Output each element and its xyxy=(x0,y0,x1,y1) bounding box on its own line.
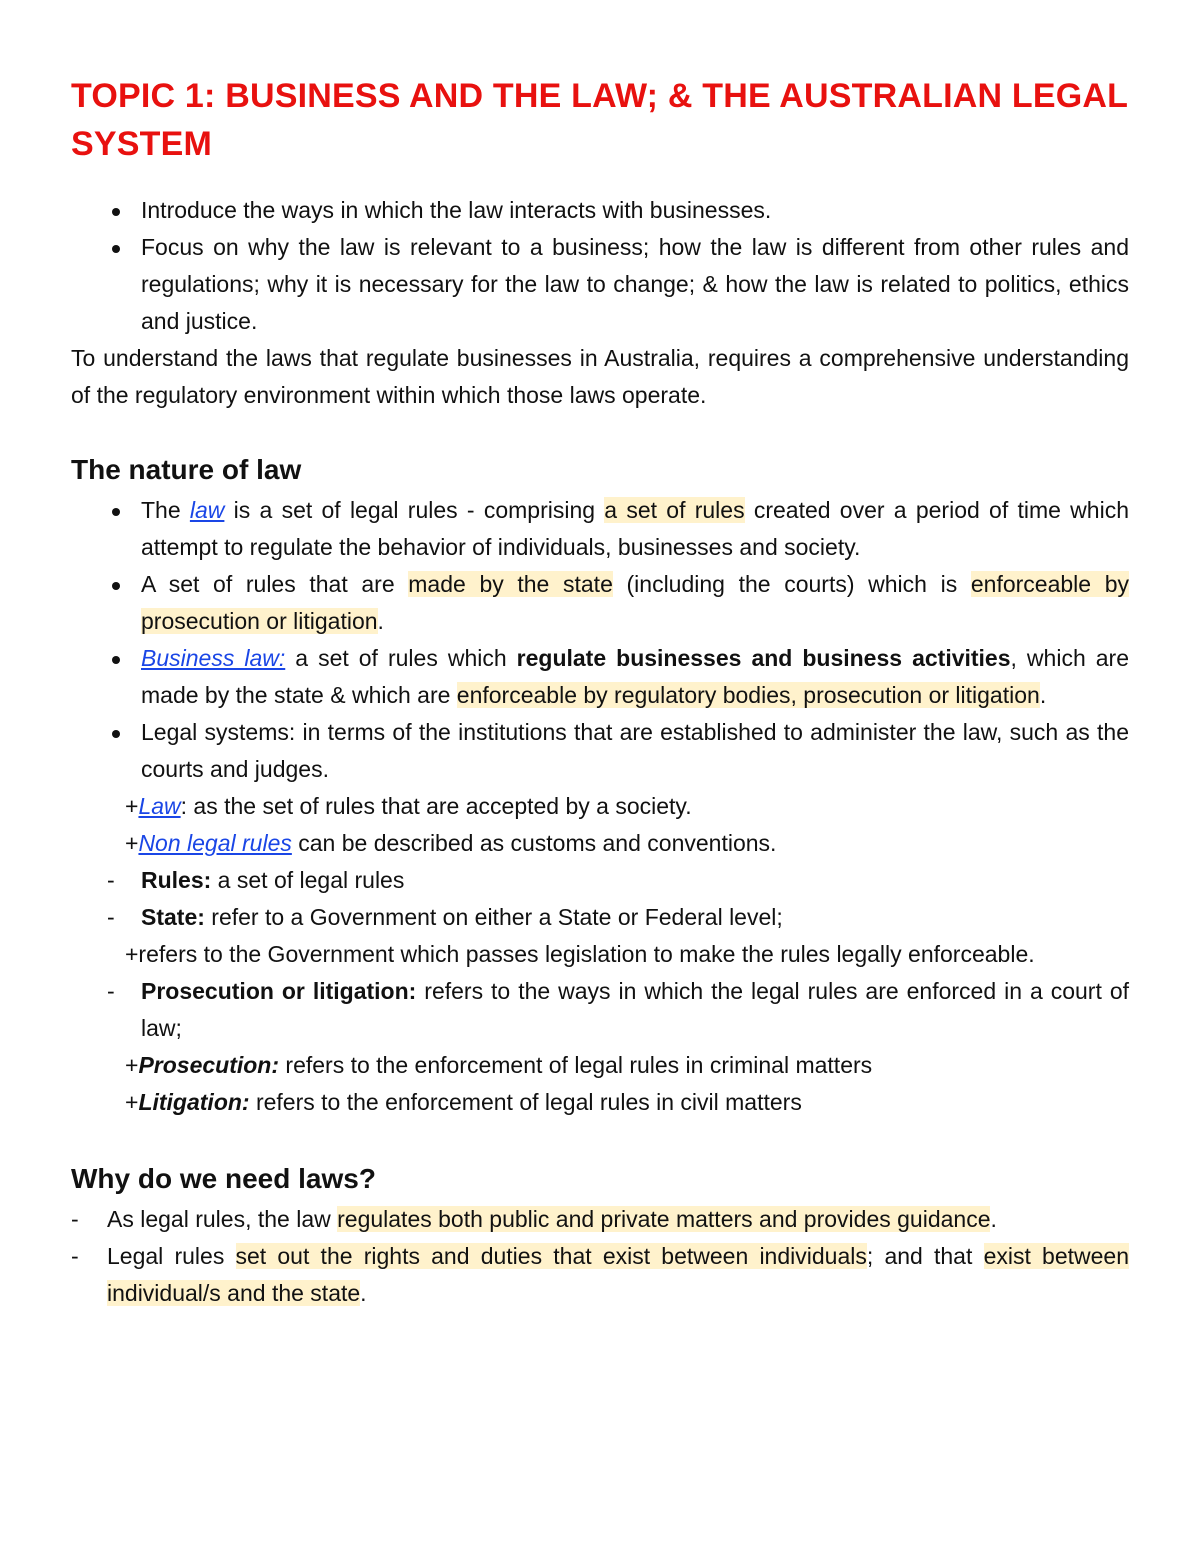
section-heading-why: Why do we need laws? xyxy=(71,1163,376,1194)
nature-bullet-law: The law is a set of legal rules - comprising a set of rules created over a period of time which attempt to regulate the behavior of individuals, businesses and society. xyxy=(71,492,1129,566)
highlight: enforceable by regulatory bodies, prosecution or litigation xyxy=(456,682,1040,708)
highlight: set out the rights and duties that exist between individuals xyxy=(235,1243,867,1269)
dash-item-state: - State: refer to a Government on either a State or Federal level; xyxy=(71,899,1129,936)
dash-item-rules: - Rules: a set of legal rules xyxy=(71,862,1129,899)
law-def-link[interactable]: Law xyxy=(138,793,181,819)
business-law-link[interactable]: Business law: xyxy=(141,645,286,671)
highlight: a set of rules xyxy=(604,497,745,523)
nature-bullet-business-law: Business law: a set of rules which regulate businesses and business activities, which are made by the state & which are enforceable by regulatory bodies, prosecution or litigation. xyxy=(71,640,1129,714)
law-link[interactable]: law xyxy=(189,497,225,523)
highlight: exist between individual/s and the state xyxy=(107,1243,1130,1306)
non-legal-rules-link[interactable]: Non legal rules xyxy=(138,830,292,856)
nature-bullet-set-of-rules: A set of rules that are made by the state (including the courts) which is enforceable by prosecution or litigation. xyxy=(71,566,1129,640)
why-item-1: - As legal rules, the law regulates both public and private matters and provides guidance. xyxy=(71,1201,1129,1238)
highlight: regulates both public and private matters and provides guidance xyxy=(337,1206,991,1232)
page-title: TOPIC 1: BUSINESS AND THE LAW; & THE AUSTRALIAN LEGAL SYSTEM xyxy=(71,77,1128,163)
sub-item-government: +refers to the Government which passes legislation to make the rules legally enforceable. xyxy=(125,941,1035,967)
dash-item-prosecution-litigation: - Prosecution or litigation: refers to the ways in which the legal rules are enforced in a court of law; xyxy=(71,973,1129,1047)
highlight: enforceable by prosecution or litigation xyxy=(141,571,1129,634)
sub-item-prosecution: +Prosecution: refers to the enforcement of legal rules in criminal matters xyxy=(125,1052,873,1078)
intro-bullet-2: Focus on why the law is relevant to a business; how the law is different from other rules and regulations; why it is necessary for the law to change; & how the law is related to politics, ethics and justice. xyxy=(71,229,1129,340)
sub-item-litigation: +Litigation: refers to the enforcement of legal rules in civil matters xyxy=(125,1089,802,1115)
highlight: made by the state xyxy=(408,571,613,597)
intro-paragraph: To understand the laws that regulate businesses in Australia, requires a comprehensive understanding of the regulatory environment within which those laws operate. xyxy=(71,345,1129,408)
nature-bullet-legal-systems: Legal systems: in terms of the institutions that are established to administer the law, such as the courts and judges. xyxy=(71,714,1129,788)
nature-list xyxy=(71,492,1129,788)
intro-list xyxy=(71,192,1129,340)
section-heading-nature: The nature of law xyxy=(71,454,302,485)
why-item-2: - Legal rules set out the rights and duties that exist between individuals; and that exist between individual/s and the state. xyxy=(71,1238,1129,1312)
intro-bullet-1: Introduce the ways in which the law interacts with businesses. xyxy=(71,192,1129,229)
sub-item-law: +Law: as the set of rules that are accepted by a society. xyxy=(125,793,692,819)
sub-item-non-legal-rules: +Non legal rules can be described as customs and conventions. xyxy=(125,830,777,856)
